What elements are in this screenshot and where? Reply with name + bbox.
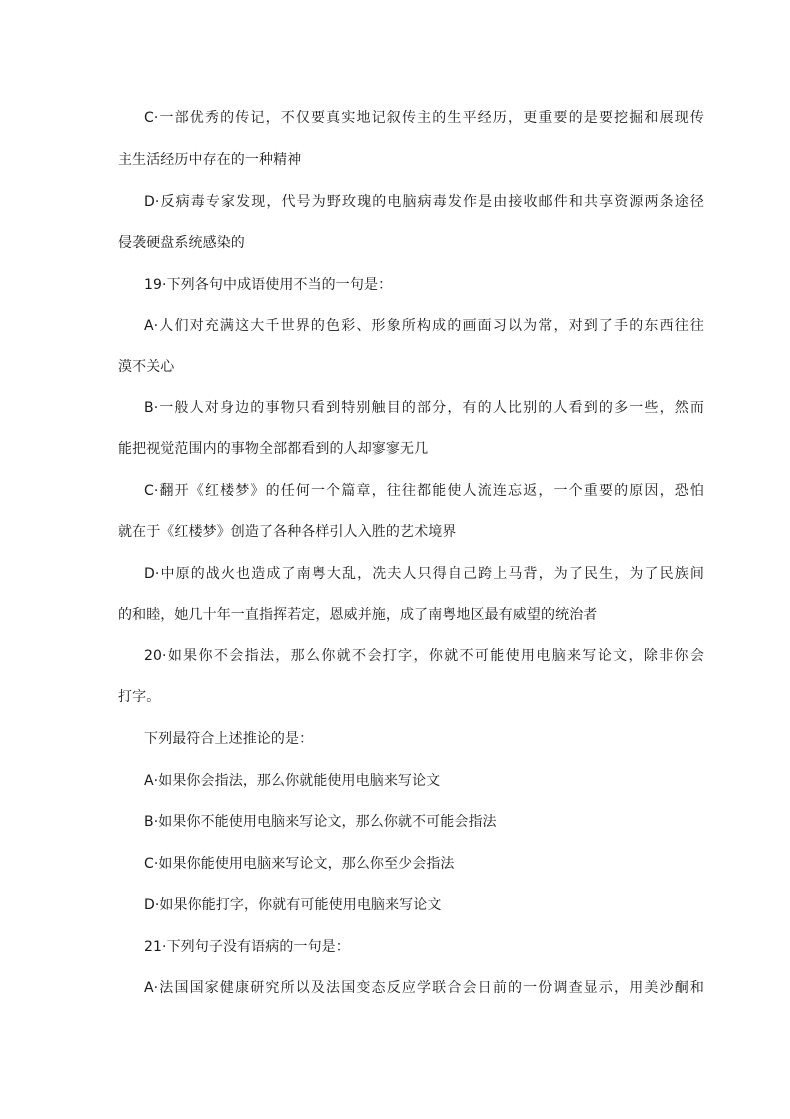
- question-21: 21·下列句子没有语病的一句是：: [144, 939, 350, 955]
- q19-option-d-line-2: 的和睦，她几十年一直指挥若定，恩威并施，成了南粤地区最有威望的统治者: [118, 607, 598, 623]
- question-20-prompt: 下列最符合上述推论的是：: [144, 731, 314, 747]
- q19-option-d-line-1: D·中原的战火也造成了南粤大乱，冼夫人只得自己跨上马背，为了民生，为了民族间: [144, 566, 704, 582]
- q20-option-d: D·如果你能打字，你就有可能使用电脑来写论文: [144, 897, 442, 913]
- question-19: 19·下列各句中成语使用不当的一句是：: [144, 277, 393, 293]
- question-20-line-1: 20·如果你不会指法，那么你就不会打字，你就不可能使用电脑来写论文，除非你会: [144, 648, 704, 664]
- q19-option-b-line-1: B·一般人对身边的事物只看到特别触目的部分，有的人比别的人看到的多一些，然而: [144, 400, 704, 416]
- q19-option-c-line-1: C·翻开《红楼梦》的任何一个篇章，往往都能使人流连忘返，一个重要的原因，恐怕: [144, 483, 704, 499]
- q19-option-a-line-1: A·人们对充满这大千世界的色彩、形象所构成的画面习以为常，对到了手的东西往往: [144, 318, 704, 334]
- option-d-line-2: 侵袭硬盘系统感染的: [118, 235, 245, 251]
- option-d-line-1: D·反病毒专家发现，代号为野玫瑰的电脑病毒发作是由接收邮件和共享资源两条途径: [144, 194, 704, 210]
- q20-option-c: C·如果你能使用电脑来写论文，那么你至少会指法: [144, 856, 455, 872]
- q19-option-a-line-2: 漠不关心: [118, 359, 175, 375]
- question-20-line-2: 打字。: [118, 689, 161, 705]
- q19-option-c-line-2: 就在于《红楼梦》创造了各种各样引人入胜的艺术境界: [118, 524, 457, 540]
- option-c-line-1: C·一部优秀的传记，不仅要真实地记叙传主的生平经历，更重要的是要挖掘和展现传: [144, 110, 704, 126]
- q21-option-a-line-1: A·法国国家健康研究所以及法国变态反应学联合会日前的一份调查显示，用美沙酮和: [144, 980, 704, 996]
- q20-option-a: A·如果你会指法，那么你就能使用电脑来写论文: [144, 773, 441, 789]
- q20-option-b: B·如果你不能使用电脑来写论文，那么你就不可能会指法: [144, 814, 497, 830]
- q19-option-b-line-2: 能把视觉范围内的事物全部都看到的人却寥寥无几: [118, 441, 429, 457]
- option-c-line-2: 主生活经历中存在的一种精神: [118, 152, 302, 168]
